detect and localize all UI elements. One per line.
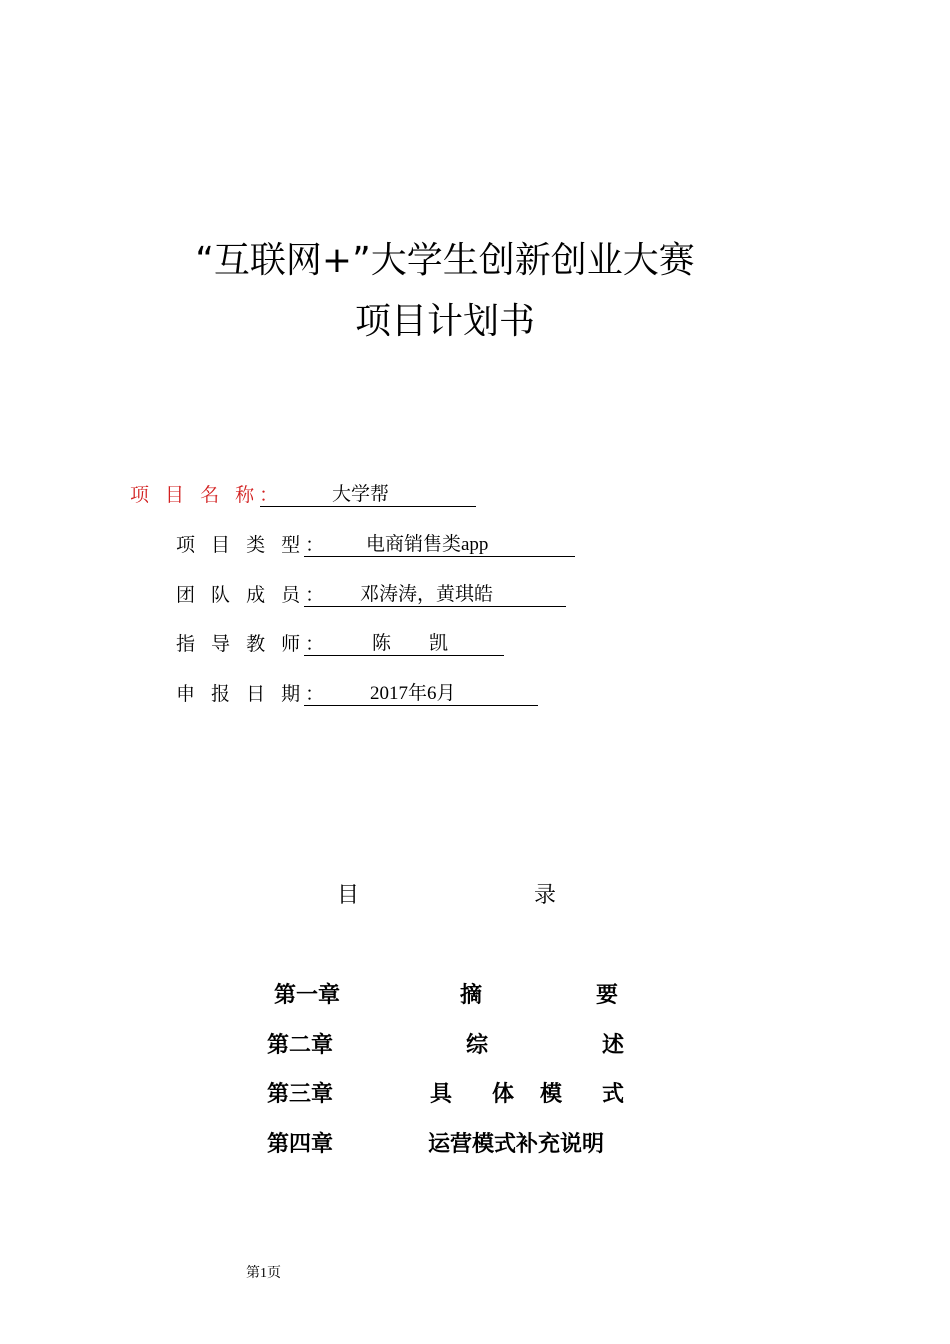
- field-label: 项 目 类 型：: [176, 534, 330, 556]
- toc-entry[interactable]: [0, 978, 950, 1008]
- field-project-type: [176, 530, 596, 560]
- toc-chapter-title: 综: [466, 1033, 489, 1058]
- toc-heading-left: 目: [337, 883, 360, 908]
- field-value: 邓涛涛，黄琪皓: [360, 584, 494, 605]
- field-value-line: [304, 584, 566, 607]
- toc-chapter-title: 式: [602, 1082, 625, 1107]
- toc-chapter-title: 摘: [460, 983, 483, 1008]
- field-date: [176, 679, 596, 709]
- field-value-line: [304, 633, 504, 656]
- toc-chapter-number: 第二章: [267, 1033, 334, 1058]
- field-project-name: [130, 480, 490, 510]
- field-value: 2017年6月: [370, 683, 456, 704]
- field-value: 陈 凯: [372, 633, 449, 654]
- field-advisor: [176, 629, 596, 659]
- cover-subtitle: 项目计划书: [354, 301, 535, 342]
- field-value-line: [304, 534, 575, 557]
- toc-chapter-number: 第四章: [267, 1132, 334, 1157]
- field-label: 团 队 成 员：: [176, 584, 330, 606]
- field-value-line: [304, 683, 538, 706]
- field-label: 项 目 名 称：: [130, 484, 284, 506]
- field-label: 指 导 教 师：: [176, 633, 330, 655]
- field-value: 电商销售类app: [366, 534, 489, 555]
- toc-chapter-title: 模: [540, 1082, 563, 1107]
- field-value-line: [260, 484, 476, 507]
- toc-chapter-title: 要: [596, 983, 619, 1008]
- toc-heading-right: 录: [534, 883, 557, 908]
- toc-chapter-title: 运营模式补充说明: [428, 1132, 605, 1157]
- toc-entry[interactable]: [0, 1127, 950, 1157]
- toc-chapter-number: 第一章: [274, 983, 341, 1008]
- toc-entry[interactable]: [0, 1028, 950, 1058]
- toc-chapter-number: 第三章: [267, 1082, 334, 1107]
- field-team-members: [176, 580, 596, 610]
- toc-chapter-title: 具: [430, 1082, 453, 1107]
- toc-chapter-title: 体: [492, 1082, 515, 1107]
- cover-title: “互联网+”大学生创新创业大赛: [195, 240, 695, 281]
- field-value: 大学帮: [332, 484, 390, 505]
- page-number: 第1页: [246, 1266, 281, 1281]
- toc-chapter-title: 述: [602, 1033, 625, 1058]
- toc-entry[interactable]: [0, 1077, 950, 1107]
- field-label: 申 报 日 期：: [176, 683, 330, 705]
